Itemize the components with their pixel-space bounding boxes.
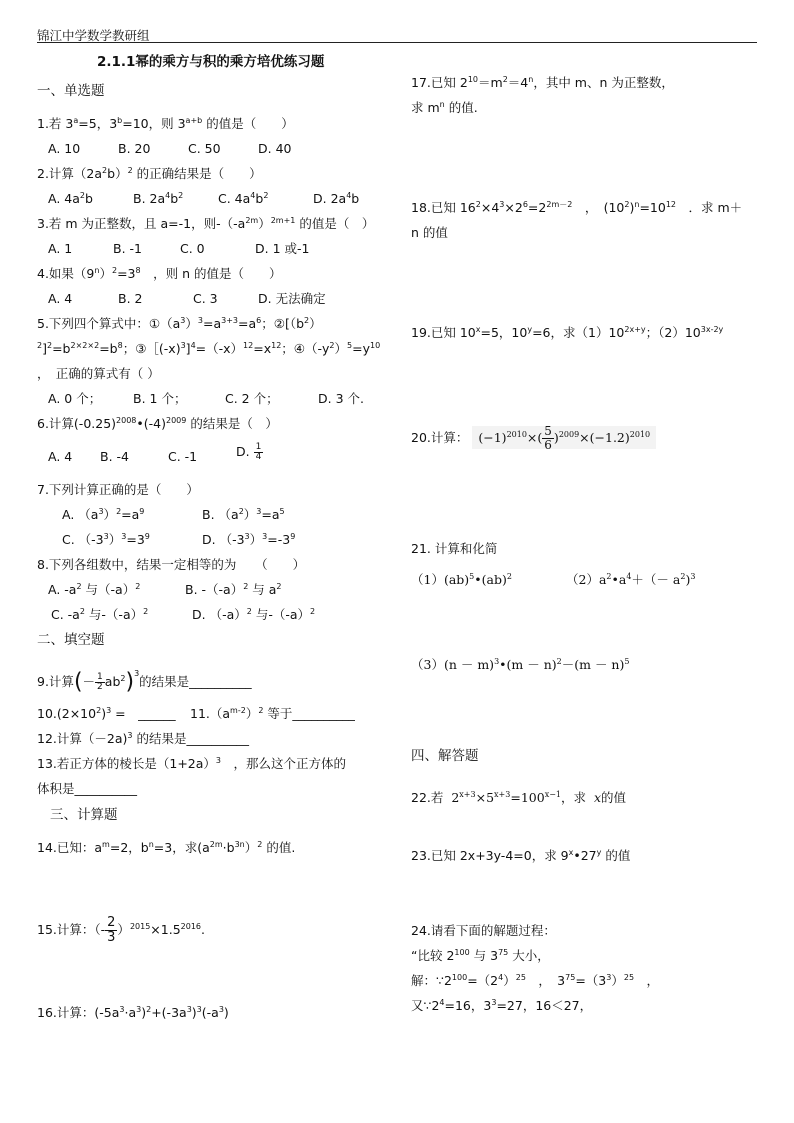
page-title: 2.1.1幂的乘方与积的乘方培优练习题 [97, 54, 325, 70]
question-7: 7.下列计算正确的是（ ） [37, 482, 199, 497]
section-fill-in: 二、填空题 [37, 632, 105, 648]
q1-option-c: C. 50 [188, 141, 221, 156]
q5-option-a: A. 0 个； [48, 391, 102, 406]
question-15: 15.计算：（- $\frac{2}{3}$ ）$^{2015}\times 1.5^{2016}$. [37, 915, 205, 945]
q7-option-b: B. $(a^2)^3=a^5$ [202, 507, 285, 522]
q7-option-d: D. $(-3^3)^3=-3^9$ [202, 532, 296, 547]
question-22: 22.若 $2^{x+3}\times 5^{x+3}=100^{x-1}$，求 x的值 [411, 790, 627, 805]
q1-option-b: B. 20 [118, 141, 151, 156]
question-21-part-1: （1）(ab)$^5$•(ab)$^2$ [411, 572, 512, 587]
q1-option-d: D. 40 [258, 141, 292, 156]
q8-option-d: D. $(-a)^2$ 与$-(-a)^2$ [192, 607, 316, 622]
q4-option-d: D. 无法确定 [258, 291, 326, 306]
question-13-line-1: 13.若正方体的棱长是$(1+2a)^3$ ，那么这个正方体的 [37, 756, 347, 771]
header-rule [37, 42, 757, 43]
q7-option-a: A. $(a^3)^2=a^9$ [62, 507, 145, 522]
question-2: 2.计算$(2a^2b)^2$ 的正确结果是（ ） [37, 166, 262, 181]
q8-option-c: C. $-a^2$ 与$-(-a)^2$ [51, 607, 149, 622]
question-18-line-2: n 的值 [411, 225, 448, 240]
q4-option-a: A. 4 [48, 291, 73, 306]
q1-option-a: A. 10 [48, 141, 81, 156]
question-12: 12.计算（－2a)$^3$ 的结果是__________ [37, 731, 249, 746]
question-3: 3.若 m 为正整数，且 a=-1，则$-(-a^{2m})^{2m+1}$ 的值是（ ） [37, 216, 375, 231]
section-answer: 四、解答题 [411, 748, 479, 764]
q2-option-b: B. $2a^4b^2$ [133, 191, 184, 206]
q2-option-a: A. $4a^2b$ [48, 191, 93, 206]
q6-option-b: B. -4 [100, 449, 129, 464]
question-5-line-1: 5.下列四个算式中：$①(a^3)^3=a^{3+3}=a^6$；$②[(b^2)$ [37, 316, 322, 331]
question-21: 21. 计算和化简 [411, 541, 498, 556]
q8-option-b: B. $-(-a)^2$ 与 $a^2$ [185, 582, 282, 597]
q3-option-c: C. 0 [180, 241, 205, 256]
question-1: 1.若 $3^a=5$，$3^b=10$，则 $3^{a+b}$ 的值是（ ） [37, 116, 294, 131]
question-8: 8.下列各组数中，结果一定相等的为 （ ） [37, 557, 306, 572]
q7-option-c: C. $(-3^3)^3=3^9$ [62, 532, 150, 547]
q5-option-d: D. 3 个. [318, 391, 364, 406]
q20-formula: $(-1)^{2010}\times$( $\frac{5}{6}$ )$^{2009}\times(-1.2)^{2010}$ [472, 426, 656, 449]
q2-option-d: D. $2a^4b$ [313, 191, 360, 206]
question-19: 19.已知 $10^x=5$，$10^y=6$，求$(1)10^{2x+y}$；$(2)10^{3x-2y}$ [411, 325, 724, 340]
question-6: 6.计算$(-0.25)^{2008}•(-4)^{2009}$ 的结果是（ ） [37, 416, 278, 431]
question-21-part-2: $(2)a^2•a^4+(- a^2)^3$ [566, 572, 696, 587]
q4-option-b: B. 2 [118, 291, 143, 306]
q5-option-b: B. 1 个； [133, 391, 187, 406]
question-24-line-1: 24.请看下面的解题过程： [411, 923, 556, 938]
question-24-line-3: 解：$\because 2^{100}=(2^4)^{25}$ ， $3^{75}=(3^3)^{25}$ ， [411, 973, 660, 988]
q6-option-d: D. $\frac{1}{4}$ [236, 442, 262, 462]
question-23: 23.已知 2x+3y-4=0，求 9$^x$•27$^y$ 的值 [411, 848, 631, 863]
section-single-choice: 一、单选题 [37, 83, 105, 99]
question-10: $10.(2\times 10^2)^3$ = ______ [37, 706, 176, 721]
question-5-line-3: ， 正确的算式有（ ） [37, 366, 160, 381]
question-13-line-2: 体积是__________ [37, 781, 138, 796]
section-calculation: 三、计算题 [50, 807, 118, 823]
question-14: 14.已知：$a^m=2$，$b^n=3$，求$(a^{2m}\cdot b^{3n})^2$ 的值. [37, 840, 296, 855]
question-24-line-4: 又$\because 2^4=16$，$3^3=27$，16＜27， [411, 998, 593, 1013]
q3-option-a: A. 1 [48, 241, 73, 256]
question-5-line-2: $^2]^2=b^{2\times 2\times 2}=b^8$；$③[(-x)^3]^4=(-x)^{12}=x^{12}$；$④(-y^2)^5=y^{10}$ [37, 341, 381, 356]
q3-option-b: B. -1 [113, 241, 142, 256]
question-4: 4.如果$(9^n)^2=3^8$ ，则 n 的值是（ ） [37, 266, 282, 281]
q4-option-c: C. 3 [193, 291, 218, 306]
q8-option-a: A. $-a^2$ 与$(-a)^2$ [48, 582, 141, 597]
question-16: 16.计算：$(-5a^3\cdot a^3)^2+(-3a^3)^3(-a^3)$ [37, 1005, 229, 1020]
question-18-line-1: 18.已知 $16^2\times 4^3\times 2^6=2^{2m-2}$ ， $(10^2)^n=10^{12}$ ．求 m＋ [411, 200, 743, 215]
org-header: 锦江中学数学教研组 [37, 28, 150, 43]
q6-option-c: C. -1 [168, 449, 198, 464]
q3-option-d: D. 1 或-1 [255, 241, 310, 256]
question-24-line-2: “比较 $2^{100}$ 与 $3^{75}$ 大小， [411, 948, 550, 963]
question-11: $11.(a^{m-2})^2$ 等于__________ [190, 706, 355, 721]
q6-option-a: A. 4 [48, 449, 73, 464]
q5-option-c: C. 2 个； [225, 391, 279, 406]
question-9: 9.计算(－ $\frac{1}{2}$ $ab^2)^3$的结果是__________ [37, 669, 252, 695]
question-21-part-3: $(3)(n - m)^3•(m - n)^2-(m - n)^5$ [411, 657, 630, 672]
question-20: 20.计算： $(-1)^{2010}\times$( $\frac{5}{6}$ )$^{2009}\times(-1.2)^{2010}$ [411, 422, 656, 454]
question-17-line-1: 17.已知 $2^{10}=m^2=4^n$，其中 m、n 为正整数， [411, 75, 674, 90]
q2-option-c: C. $4a^4b^2$ [218, 191, 269, 206]
question-17-line-2: 求 $m^n$ 的值. [411, 100, 478, 115]
